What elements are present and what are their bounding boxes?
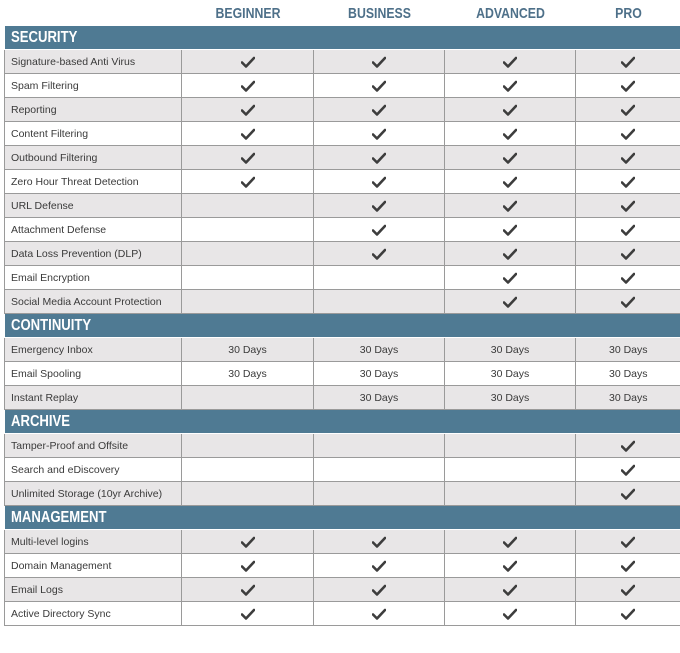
cell-business-included xyxy=(314,218,445,242)
cell-advanced-included xyxy=(445,98,576,122)
cell-beginner-empty xyxy=(182,290,314,314)
checkmark-icon xyxy=(241,536,255,548)
checkmark-icon xyxy=(503,128,517,140)
cell-beginner-empty xyxy=(182,458,314,482)
checkmark-icon xyxy=(503,56,517,68)
feature-row-tamper-proof-and-offsite xyxy=(5,434,680,458)
cell-business-value: 30 Days xyxy=(314,362,445,386)
checkmark-icon xyxy=(621,224,635,236)
checkmark-icon xyxy=(372,128,386,140)
cell-business-included xyxy=(314,170,445,194)
cell-beginner-included xyxy=(182,50,314,74)
feature-label: Social Media Account Protection xyxy=(5,290,182,314)
feature-label: Attachment Defense xyxy=(5,218,182,242)
section-header-archive xyxy=(5,410,680,434)
feature-label: Email Encryption xyxy=(5,266,182,290)
cell-business-empty xyxy=(314,458,445,482)
tier-header-pro: PRO xyxy=(614,4,642,22)
cell-pro-included xyxy=(576,266,680,290)
cell-beginner-included xyxy=(182,98,314,122)
section-title-cell xyxy=(5,506,680,530)
cell-business-empty xyxy=(314,266,445,290)
cell-advanced-included xyxy=(445,218,576,242)
cell-advanced-included xyxy=(445,50,576,74)
checkmark-icon xyxy=(621,296,635,308)
checkmark-icon xyxy=(372,104,386,116)
checkmark-icon xyxy=(621,56,635,68)
cell-advanced-value: 30 Days xyxy=(445,338,576,362)
checkmark-icon xyxy=(372,248,386,260)
cell-advanced-value: 30 Days xyxy=(445,386,576,410)
section-title-cell xyxy=(5,410,680,434)
checkmark-icon xyxy=(372,176,386,188)
cell-pro-included xyxy=(576,482,680,506)
cell-beginner-included xyxy=(182,170,314,194)
cell-beginner-value: 30 Days xyxy=(182,362,314,386)
checkmark-icon xyxy=(241,152,255,164)
feature-row-domain-management xyxy=(5,554,680,578)
cell-pro-included xyxy=(576,578,680,602)
cell-beginner-included xyxy=(182,74,314,98)
feature-row-search-and-ediscovery xyxy=(5,458,680,482)
feature-row-multi-level-logins xyxy=(5,530,680,554)
feature-row-email-encryption xyxy=(5,266,680,290)
cell-advanced-included xyxy=(445,194,576,218)
cell-pro-included xyxy=(576,554,680,578)
checkmark-icon xyxy=(372,584,386,596)
cell-beginner-empty xyxy=(182,266,314,290)
checkmark-icon xyxy=(372,224,386,236)
cell-advanced-value: 30 Days xyxy=(445,362,576,386)
feature-label: Search and eDiscovery xyxy=(5,458,182,482)
checkmark-icon xyxy=(241,560,255,572)
feature-label: Outbound Filtering xyxy=(5,146,182,170)
checkmark-icon xyxy=(241,128,255,140)
feature-label: Data Loss Prevention (DLP) xyxy=(5,242,182,266)
checkmark-icon xyxy=(621,272,635,284)
section-header-continuity xyxy=(5,314,680,338)
checkmark-icon xyxy=(621,80,635,92)
cell-pro-included xyxy=(576,218,680,242)
feature-label: Email Logs xyxy=(5,578,182,602)
cell-advanced-included xyxy=(445,530,576,554)
feature-label: Spam Filtering xyxy=(5,74,182,98)
cell-beginner-included xyxy=(182,122,314,146)
checkmark-icon xyxy=(241,176,255,188)
checkmark-icon xyxy=(503,536,517,548)
checkmark-icon xyxy=(621,488,635,500)
checkmark-icon xyxy=(372,200,386,212)
cell-pro-included xyxy=(576,170,680,194)
checkmark-icon xyxy=(372,56,386,68)
checkmark-icon xyxy=(241,608,255,620)
feature-label: Unlimited Storage (10yr Archive) xyxy=(5,482,182,506)
cell-advanced-included xyxy=(445,578,576,602)
checkmark-icon xyxy=(503,224,517,236)
tier-header-business: BUSINESS xyxy=(347,4,411,22)
checkmark-icon xyxy=(503,272,517,284)
checkmark-icon xyxy=(621,176,635,188)
cell-business-included xyxy=(314,74,445,98)
checkmark-icon xyxy=(503,80,517,92)
cell-pro-value: 30 Days xyxy=(576,338,680,362)
checkmark-icon xyxy=(241,584,255,596)
feature-row-content-filtering xyxy=(5,122,680,146)
cell-advanced-included xyxy=(445,170,576,194)
section-title: MANAGEMENT xyxy=(10,508,106,526)
checkmark-icon xyxy=(621,440,635,452)
feature-row-email-spooling xyxy=(5,362,680,386)
feature-label: Instant Replay xyxy=(5,386,182,410)
checkmark-icon xyxy=(621,248,635,260)
checkmark-icon xyxy=(503,176,517,188)
cell-business-included xyxy=(314,578,445,602)
cell-pro-included xyxy=(576,50,680,74)
checkmark-icon xyxy=(241,80,255,92)
cell-advanced-included xyxy=(445,242,576,266)
cell-business-included xyxy=(314,146,445,170)
feature-label: Domain Management xyxy=(5,554,182,578)
feature-row-reporting xyxy=(5,98,680,122)
checkmark-icon xyxy=(621,152,635,164)
checkmark-icon xyxy=(372,560,386,572)
checkmark-icon xyxy=(621,608,635,620)
checkmark-icon xyxy=(372,536,386,548)
cell-pro-included xyxy=(576,602,680,626)
cell-business-value: 30 Days xyxy=(314,386,445,410)
cell-advanced-included xyxy=(445,74,576,98)
checkmark-icon xyxy=(503,200,517,212)
cell-business-empty xyxy=(314,482,445,506)
cell-beginner-empty xyxy=(182,482,314,506)
cell-beginner-empty xyxy=(182,386,314,410)
feature-row-instant-replay xyxy=(5,386,680,410)
checkmark-icon xyxy=(621,200,635,212)
cell-beginner-empty xyxy=(182,194,314,218)
section-title: SECURITY xyxy=(10,28,77,46)
cell-advanced-included xyxy=(445,146,576,170)
checkmark-icon xyxy=(621,104,635,116)
checkmark-icon xyxy=(241,56,255,68)
checkmark-icon xyxy=(503,296,517,308)
checkmark-icon xyxy=(372,608,386,620)
checkmark-icon xyxy=(503,152,517,164)
cell-advanced-included xyxy=(445,554,576,578)
feature-label: URL Defense xyxy=(5,194,182,218)
cell-business-empty xyxy=(314,290,445,314)
cell-business-included xyxy=(314,50,445,74)
checkmark-icon xyxy=(372,80,386,92)
checkmark-icon xyxy=(621,536,635,548)
feature-label: Active Directory Sync xyxy=(5,602,182,626)
cell-advanced-included xyxy=(445,266,576,290)
cell-pro-included xyxy=(576,434,680,458)
cell-advanced-included xyxy=(445,122,576,146)
checkmark-icon xyxy=(503,104,517,116)
feature-label: Signature-based Anti Virus xyxy=(5,50,182,74)
section-header-management xyxy=(5,506,680,530)
feature-row-data-loss-prevention-dlp xyxy=(5,242,680,266)
cell-advanced-empty xyxy=(445,458,576,482)
tier-header-row xyxy=(5,0,680,26)
feature-row-outbound-filtering xyxy=(5,146,680,170)
cell-advanced-included xyxy=(445,602,576,626)
checkmark-icon xyxy=(621,464,635,476)
feature-row-email-logs xyxy=(5,578,680,602)
tier-header-beginner: BEGINNER xyxy=(215,4,280,22)
feature-row-emergency-inbox xyxy=(5,338,680,362)
cell-business-included xyxy=(314,242,445,266)
checkmark-icon xyxy=(503,560,517,572)
cell-business-included xyxy=(314,530,445,554)
section-title-cell xyxy=(5,314,680,338)
section-title-cell xyxy=(5,26,680,50)
feature-row-spam-filtering xyxy=(5,74,680,98)
feature-label: Multi-level logins xyxy=(5,530,182,554)
feature-label: Zero Hour Threat Detection xyxy=(5,170,182,194)
feature-label: Reporting xyxy=(5,98,182,122)
feature-table-body xyxy=(5,26,680,626)
cell-beginner-empty xyxy=(182,218,314,242)
cell-pro-included xyxy=(576,74,680,98)
cell-pro-included xyxy=(576,290,680,314)
cell-beginner-included xyxy=(182,554,314,578)
cell-business-value: 30 Days xyxy=(314,338,445,362)
cell-pro-value: 30 Days xyxy=(576,386,680,410)
checkmark-icon xyxy=(241,104,255,116)
cell-business-included xyxy=(314,602,445,626)
checkmark-icon xyxy=(621,128,635,140)
cell-beginner-empty xyxy=(182,242,314,266)
cell-pro-included xyxy=(576,530,680,554)
feature-row-active-directory-sync xyxy=(5,602,680,626)
feature-row-zero-hour-threat-detection xyxy=(5,170,680,194)
cell-business-included xyxy=(314,554,445,578)
cell-advanced-empty xyxy=(445,434,576,458)
cell-pro-included xyxy=(576,458,680,482)
cell-beginner-included xyxy=(182,146,314,170)
cell-pro-included xyxy=(576,98,680,122)
checkmark-icon xyxy=(503,248,517,260)
feature-label: Emergency Inbox xyxy=(5,338,182,362)
cell-business-empty xyxy=(314,434,445,458)
cell-beginner-included xyxy=(182,602,314,626)
section-title: CONTINUITY xyxy=(10,316,91,334)
cell-beginner-value: 30 Days xyxy=(182,338,314,362)
checkmark-icon xyxy=(503,584,517,596)
checkmark-icon xyxy=(621,584,635,596)
section-title: ARCHIVE xyxy=(10,412,70,430)
feature-header-blank xyxy=(20,0,165,26)
feature-label: Tamper-Proof and Offsite xyxy=(5,434,182,458)
feature-label: Content Filtering xyxy=(5,122,182,146)
cell-pro-included xyxy=(576,194,680,218)
checkmark-icon xyxy=(503,608,517,620)
cell-business-included xyxy=(314,122,445,146)
cell-pro-included xyxy=(576,242,680,266)
feature-row-social-media-account-protection xyxy=(5,290,680,314)
checkmark-icon xyxy=(621,560,635,572)
cell-advanced-empty xyxy=(445,482,576,506)
cell-advanced-included xyxy=(445,290,576,314)
cell-beginner-empty xyxy=(182,434,314,458)
section-header-security xyxy=(5,26,680,50)
cell-pro-included xyxy=(576,122,680,146)
feature-row-attachment-defense xyxy=(5,218,680,242)
cell-business-included xyxy=(314,194,445,218)
tier-header-advanced: ADVANCED xyxy=(475,4,545,22)
cell-beginner-included xyxy=(182,578,314,602)
feature-label: Email Spooling xyxy=(5,362,182,386)
feature-row-unlimited-storage-10yr-archive xyxy=(5,482,680,506)
checkmark-icon xyxy=(372,152,386,164)
cell-pro-included xyxy=(576,146,680,170)
cell-beginner-included xyxy=(182,530,314,554)
cell-business-included xyxy=(314,98,445,122)
feature-row-signature-based-anti-virus xyxy=(5,50,680,74)
cell-pro-value: 30 Days xyxy=(576,362,680,386)
feature-row-url-defense xyxy=(5,194,680,218)
plan-comparison-table xyxy=(4,0,680,626)
